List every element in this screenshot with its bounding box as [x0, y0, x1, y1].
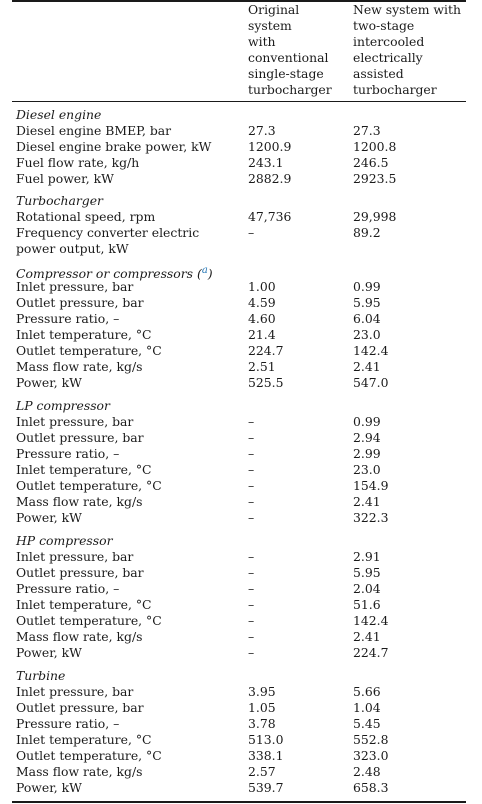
value-original: 4.60	[248, 311, 276, 326]
value-original: 2882.9	[248, 171, 292, 186]
value-new: 0.99	[353, 414, 381, 429]
value-new: 2.04	[353, 581, 381, 596]
row-label	[16, 510, 82, 526]
value-new: 2.41	[353, 629, 381, 644]
row-label	[16, 732, 152, 748]
row-label	[16, 311, 119, 327]
value-original: 27.3	[248, 123, 276, 138]
row-label	[16, 645, 82, 661]
row-label-text: Inlet pressure, bar	[16, 549, 134, 564]
value-new: 1200.8	[353, 139, 397, 154]
row-label-text: Inlet temperature, °C	[16, 462, 152, 477]
row-label	[16, 597, 152, 613]
table-row	[0, 311, 482, 327]
value-original: 525.5	[248, 375, 284, 390]
table-row	[0, 581, 482, 597]
value-original: 1.00	[248, 279, 276, 294]
table-row	[0, 629, 482, 645]
value-original: 539.7	[248, 780, 284, 795]
value-new: 246.5	[353, 155, 389, 170]
table-row	[0, 446, 482, 462]
value-original: –	[248, 414, 255, 429]
row-label-text: Inlet pressure, bar	[16, 279, 134, 294]
value-new: 29,998	[353, 209, 397, 224]
row-label-text: Power, kW	[16, 375, 82, 390]
row-label-text: Pressure ratio, –	[16, 716, 120, 731]
value-new: 2.94	[353, 430, 381, 445]
table-row	[0, 645, 482, 661]
value-new: 6.04	[353, 311, 381, 326]
value-original: –	[248, 462, 255, 477]
table-row	[0, 139, 482, 155]
value-new: 23.0	[353, 327, 381, 342]
value-original: 2.57	[248, 764, 276, 779]
row-label	[16, 684, 133, 700]
value-original: –	[248, 549, 255, 564]
row-label	[16, 494, 142, 510]
row-label-text: Diesel engine brake power, kW	[16, 139, 212, 154]
row-label	[16, 629, 142, 645]
row-label-text: Inlet temperature, °C	[16, 732, 152, 747]
value-original: –	[248, 613, 255, 628]
value-original: 3.95	[248, 684, 276, 699]
value-original: 1.05	[248, 700, 276, 715]
value-original: –	[248, 478, 255, 493]
row-label-text: Inlet pressure, bar	[16, 414, 134, 429]
header-new-system: New system with two-stage intercooled electrically assisted turbocharger	[353, 2, 461, 97]
value-original: 1200.9	[248, 139, 292, 154]
table-row	[0, 764, 482, 780]
table-row	[0, 748, 482, 764]
row-label	[16, 446, 119, 462]
table-row	[0, 430, 482, 446]
row-label	[16, 581, 119, 597]
value-new: 2.91	[353, 549, 381, 564]
row-label	[16, 478, 162, 494]
section-heading	[0, 263, 482, 282]
section-label	[16, 107, 101, 123]
row-label-text: Compressor or compressors (	[16, 266, 202, 282]
table-row	[0, 684, 482, 700]
row-label-text: Outlet pressure, bar	[16, 700, 144, 715]
row-label-text: Outlet temperature, °C	[16, 343, 162, 358]
row-label	[16, 565, 144, 581]
value-original: 243.1	[248, 155, 284, 170]
row-label	[16, 139, 211, 155]
table-row	[0, 494, 482, 510]
value-new: 23.0	[353, 462, 381, 477]
row-label-text: Pressure ratio, –	[16, 311, 120, 326]
value-original: –	[248, 510, 255, 525]
value-new: 142.4	[353, 343, 389, 358]
row-label-text: Power, kW	[16, 510, 82, 525]
row-label	[16, 716, 119, 732]
section-label	[16, 193, 103, 209]
value-new: 27.3	[353, 123, 381, 138]
table-row	[0, 565, 482, 581]
row-label	[16, 123, 171, 139]
row-label	[16, 748, 162, 764]
row-label	[16, 295, 144, 311]
value-new: 2923.5	[353, 171, 397, 186]
row-label	[16, 375, 82, 391]
table-row	[0, 462, 482, 478]
value-original: –	[248, 225, 255, 240]
row-label	[16, 764, 142, 780]
table-row	[0, 327, 482, 343]
row-label	[16, 171, 114, 187]
row-label-text: Outlet temperature, °C	[16, 748, 162, 763]
table-row	[0, 155, 482, 171]
table-row	[0, 343, 482, 359]
row-label-text: Inlet pressure, bar	[16, 684, 134, 699]
value-new: 658.3	[353, 780, 389, 795]
table-row	[0, 171, 482, 187]
footnote-marker[interactable]: a	[201, 265, 208, 276]
value-new: 5.95	[353, 295, 381, 310]
row-label	[16, 613, 162, 629]
value-original: –	[248, 430, 255, 445]
value-new: 323.0	[353, 748, 389, 763]
value-new: 5.66	[353, 684, 381, 699]
section-heading	[0, 533, 482, 549]
section-heading	[0, 668, 482, 684]
section-heading	[0, 107, 482, 123]
value-new: 2.41	[353, 359, 381, 374]
row-label-text: Frequency converter electric power output, kW	[16, 225, 200, 256]
bottom-rule	[12, 801, 466, 803]
table-row	[0, 279, 482, 295]
value-original: –	[248, 494, 255, 509]
row-label-text: Diesel engine	[16, 107, 102, 122]
section-label	[16, 668, 65, 684]
value-new: 552.8	[353, 732, 389, 747]
row-label-text: Outlet pressure, bar	[16, 565, 144, 580]
row-label	[16, 414, 133, 430]
table-row	[0, 549, 482, 565]
table-row	[0, 700, 482, 716]
section-label-suffix: )	[207, 266, 213, 282]
table-row	[0, 414, 482, 430]
header-rule	[12, 101, 466, 102]
value-original: 513.0	[248, 732, 284, 747]
value-original: –	[248, 581, 255, 596]
value-new: 89.2	[353, 225, 381, 240]
row-label	[16, 462, 152, 478]
value-new: 2.48	[353, 764, 381, 779]
row-label-text: Turbine	[16, 668, 66, 683]
row-label-text: LP compressor	[16, 398, 110, 413]
row-label	[16, 430, 144, 446]
value-original: –	[248, 629, 255, 644]
row-label-text: Mass flow rate, kg/s	[16, 764, 143, 779]
value-original: –	[248, 597, 255, 612]
row-label	[16, 780, 82, 796]
row-label-text: Power, kW	[16, 780, 82, 795]
table-row	[0, 597, 482, 613]
value-new: 224.7	[353, 645, 389, 660]
value-new: 51.6	[353, 597, 381, 612]
table-row	[0, 225, 482, 256]
table-row	[0, 732, 482, 748]
value-new: 322.3	[353, 510, 389, 525]
row-label-text: Mass flow rate, kg/s	[16, 359, 143, 374]
table-row	[0, 359, 482, 375]
table-row	[0, 123, 482, 139]
section-heading	[0, 193, 482, 209]
value-new: 5.45	[353, 716, 381, 731]
row-label-text: Outlet pressure, bar	[16, 430, 144, 445]
row-label-text: Diesel engine BMEP, bar	[16, 123, 172, 138]
value-new: 0.99	[353, 279, 381, 294]
value-new: 2.99	[353, 446, 381, 461]
value-original: 3.78	[248, 716, 276, 731]
value-original: 224.7	[248, 343, 284, 358]
table-row	[0, 295, 482, 311]
row-label	[16, 359, 142, 375]
row-label	[16, 155, 139, 171]
value-original: 338.1	[248, 748, 284, 763]
row-label-text: Mass flow rate, kg/s	[16, 494, 143, 509]
value-original: –	[248, 565, 255, 580]
value-new: 547.0	[353, 375, 389, 390]
row-label-text: Outlet pressure, bar	[16, 295, 144, 310]
value-original: –	[248, 446, 255, 461]
value-original: –	[248, 645, 255, 660]
row-label-text: Outlet temperature, °C	[16, 613, 162, 628]
row-label-text: Power, kW	[16, 645, 82, 660]
value-original: 4.59	[248, 295, 276, 310]
row-label	[16, 343, 162, 359]
row-label	[16, 549, 133, 565]
row-label	[16, 700, 144, 716]
row-label-text: Turbocharger	[16, 193, 103, 208]
row-label-text: Pressure ratio, –	[16, 446, 120, 461]
row-label	[16, 225, 232, 257]
row-label-text: Inlet temperature, °C	[16, 597, 152, 612]
row-label-text: Inlet temperature, °C	[16, 327, 152, 342]
table-row	[0, 478, 482, 494]
value-original: 21.4	[248, 327, 276, 342]
value-new: 1.04	[353, 700, 381, 715]
row-label-text: Pressure ratio, –	[16, 581, 120, 596]
section-heading	[0, 398, 482, 414]
row-label	[16, 327, 152, 343]
header-original-system: Original system with conventional single-stage turbocharger	[248, 2, 332, 97]
table-row	[0, 716, 482, 732]
value-original: 47,736	[248, 209, 292, 224]
value-new: 5.95	[353, 565, 381, 580]
value-original: 2.51	[248, 359, 276, 374]
row-label-text: Mass flow rate, kg/s	[16, 629, 143, 644]
section-label	[16, 533, 113, 549]
row-label	[16, 279, 133, 295]
value-new: 2.41	[353, 494, 381, 509]
row-label-text: Fuel flow rate, kg/h	[16, 155, 140, 170]
row-label	[16, 209, 155, 225]
value-new: 142.4	[353, 613, 389, 628]
row-label-text: Rotational speed, rpm	[16, 209, 156, 224]
row-label-text: Outlet temperature, °C	[16, 478, 162, 493]
table-row	[0, 510, 482, 526]
row-label-text: HP compressor	[16, 533, 113, 548]
table-row	[0, 613, 482, 629]
value-new: 154.9	[353, 478, 389, 493]
row-label-text: Fuel power, kW	[16, 171, 114, 186]
section-label	[16, 398, 110, 414]
table-row	[0, 209, 482, 225]
table-row	[0, 780, 482, 796]
table-row	[0, 375, 482, 391]
